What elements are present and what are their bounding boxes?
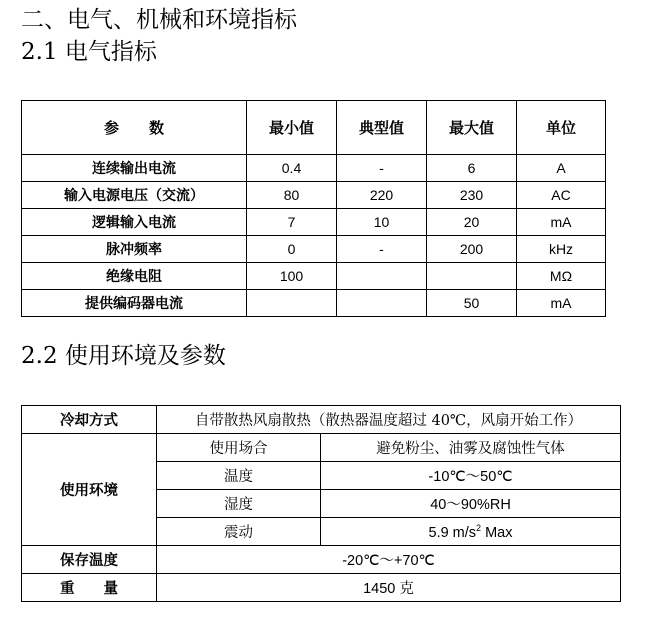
environment-label: 使用环境 bbox=[22, 434, 157, 546]
typ-value: - bbox=[337, 155, 427, 182]
unit: mA bbox=[517, 209, 606, 236]
max-value: 200 bbox=[427, 236, 517, 263]
param-name: 逻辑输入电流 bbox=[22, 209, 247, 236]
unit: A bbox=[517, 155, 606, 182]
weight-value: 1450 克 bbox=[157, 574, 621, 602]
table-row bbox=[22, 574, 621, 602]
section-title: 二、电气、机械和环境指标 bbox=[21, 7, 297, 33]
typ-value: 220 bbox=[337, 182, 427, 209]
env-item-name: 湿度 bbox=[157, 490, 321, 518]
storage-value: -20℃～+70℃ bbox=[157, 546, 621, 574]
environment-spec-table bbox=[21, 405, 621, 602]
min-value bbox=[247, 290, 337, 317]
electrical-heading: 2.1 电气指标 bbox=[21, 39, 157, 65]
param-name: 提供编码器电流 bbox=[22, 290, 247, 317]
table-row bbox=[22, 263, 606, 290]
storage-label: 保存温度 bbox=[22, 546, 157, 574]
header-cell: 最大值 bbox=[427, 101, 517, 155]
cooling-value: 自带散热风扇散热（散热器温度超过 40℃，风扇开始工作） bbox=[157, 406, 621, 434]
env-item-name: 震动 bbox=[157, 518, 321, 546]
electrical-spec-table bbox=[21, 100, 606, 317]
vibration-exponent: 2 bbox=[476, 522, 482, 533]
table-row bbox=[22, 290, 606, 317]
weight-label: 重 量 bbox=[22, 574, 157, 602]
env-item-name: 温度 bbox=[157, 462, 321, 490]
min-value: 80 bbox=[247, 182, 337, 209]
header-cell: 最小值 bbox=[247, 101, 337, 155]
unit: kHz bbox=[517, 236, 606, 263]
table-row bbox=[22, 546, 621, 574]
max-value: 20 bbox=[427, 209, 517, 236]
table-row bbox=[22, 182, 606, 209]
table-row bbox=[22, 155, 606, 182]
max-value bbox=[427, 263, 517, 290]
max-value: 6 bbox=[427, 155, 517, 182]
param-name: 绝缘电阻 bbox=[22, 263, 247, 290]
table-header-row bbox=[22, 101, 606, 155]
param-name: 输入电源电压（交流） bbox=[22, 182, 247, 209]
table-row bbox=[22, 236, 606, 263]
typ-value bbox=[337, 290, 427, 317]
cooling-label: 冷却方式 bbox=[22, 406, 157, 434]
env-item-value: 40～90%RH bbox=[321, 490, 621, 518]
min-value: 7 bbox=[247, 209, 337, 236]
header-cell: 单位 bbox=[517, 101, 606, 155]
unit: mA bbox=[517, 290, 606, 317]
param-name: 连续输出电流 bbox=[22, 155, 247, 182]
typ-value: 10 bbox=[337, 209, 427, 236]
env-item-value bbox=[321, 518, 621, 546]
min-value: 100 bbox=[247, 263, 337, 290]
vibration-suffix: Max bbox=[481, 524, 513, 541]
typ-value bbox=[337, 263, 427, 290]
unit: AC bbox=[517, 182, 606, 209]
table-row bbox=[22, 209, 606, 236]
env-item-value: -10℃～50℃ bbox=[321, 462, 621, 490]
max-value: 50 bbox=[427, 290, 517, 317]
environment-heading: 2.2 使用环境及参数 bbox=[21, 343, 226, 369]
env-item-name: 使用场合 bbox=[157, 434, 321, 462]
header-cell: 参 数 bbox=[22, 101, 247, 155]
table-row bbox=[22, 434, 621, 462]
table-row bbox=[22, 406, 621, 434]
max-value: 230 bbox=[427, 182, 517, 209]
min-value: 0 bbox=[247, 236, 337, 263]
param-name: 脉冲频率 bbox=[22, 236, 247, 263]
min-value: 0.4 bbox=[247, 155, 337, 182]
typ-value: - bbox=[337, 236, 427, 263]
unit: MΩ bbox=[517, 263, 606, 290]
vibration-value: 5.9 m/s bbox=[428, 524, 477, 541]
header-cell: 典型值 bbox=[337, 101, 427, 155]
env-item-value: 避免粉尘、油雾及腐蚀性气体 bbox=[321, 434, 621, 462]
